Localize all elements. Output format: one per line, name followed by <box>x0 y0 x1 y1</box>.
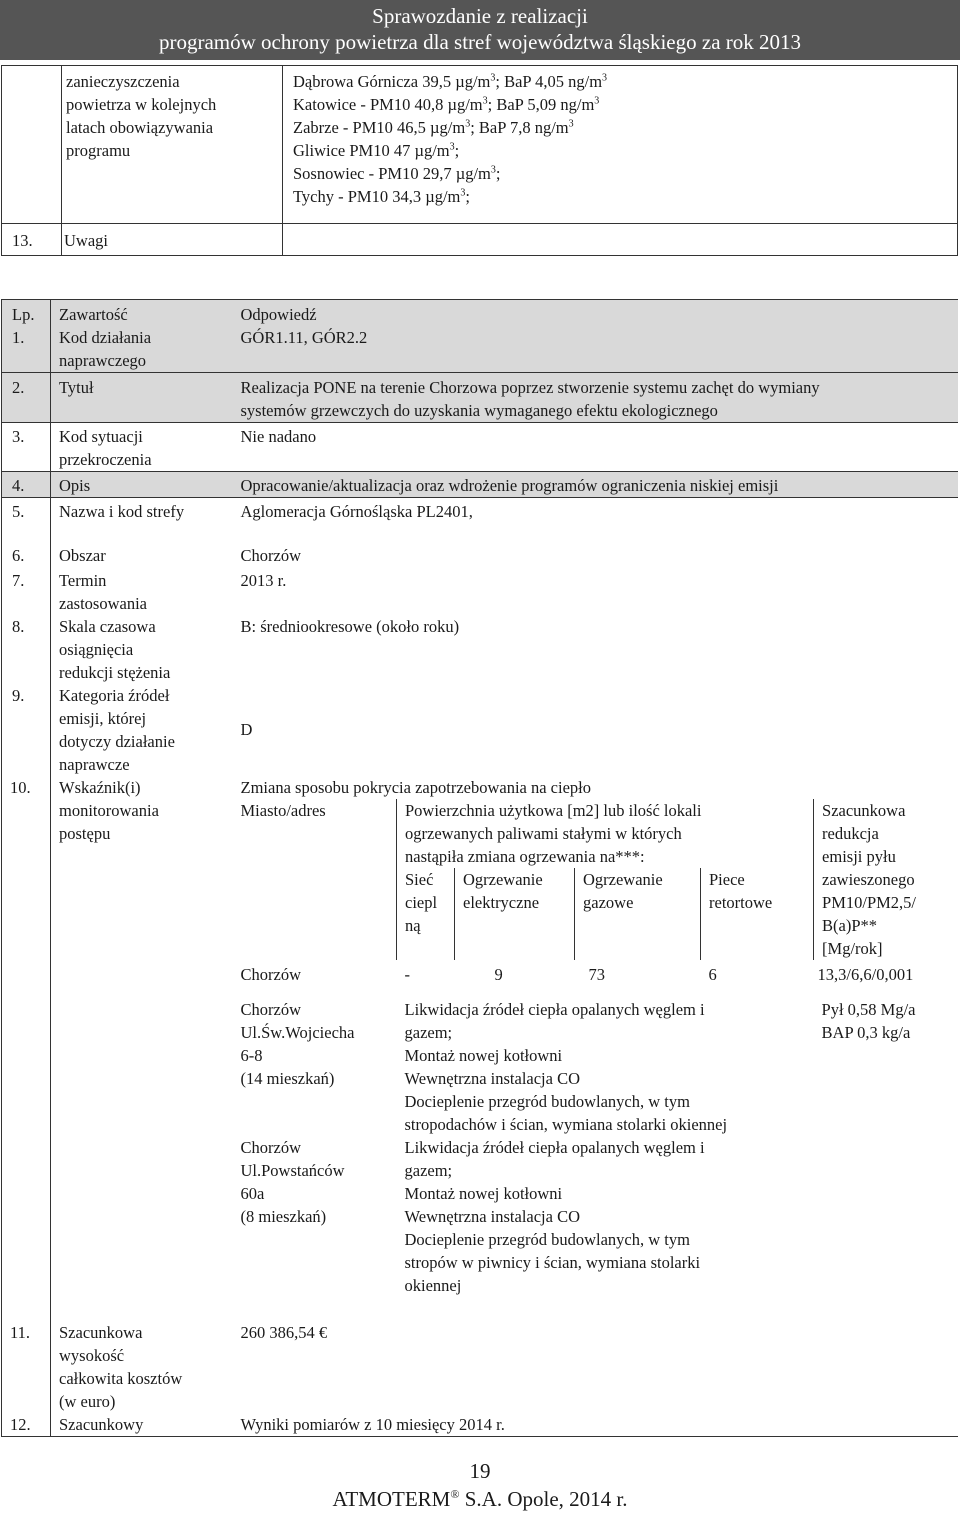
indicator-sum-row: Chorzów - 9 73 6 13,3/6,6/0,001 <box>240 964 914 984</box>
col-reduction-header: Szacunkowa redukcja emisji pyłu zawieszonego PM10/PM2,5/ B(a)P** [Mg/rok] <box>814 799 958 960</box>
euro-icon: € <box>318 1322 328 1342</box>
table-row: 1. Kod działania naprawczego GÓR1.11, GÓR2.2 <box>2 326 959 373</box>
action-table <box>1 299 958 1437</box>
table-header-row: Lp. Zawartość Odpowiedź <box>2 300 959 327</box>
registered-icon: ® <box>450 1487 460 1501</box>
table-row: 6. Obszar Chorzów <box>2 544 959 569</box>
city-line: Tychy - PM10 34,3 $\mu g/m^3$; <box>293 187 470 206</box>
indicator-title: Zmiana sposobu pokrycia zapotrzebowania na ciepło <box>240 777 591 797</box>
table-row: 2. Tytuł Realizacja PONE na terenie Chorzowa poprzez stworzenie systemu zachęt do wymiany systemów grzewczych do uzyskania wymaganego efektu ekologicznego <box>2 373 959 423</box>
table-row: 11. Szacunkowa wysokość całkowita kosztów (w euro) 260 386,54 € <box>2 1321 959 1413</box>
table-row: 12. Szacunkowy Wyniki pomiarów z 10 miesięcy 2014 r. <box>2 1413 959 1437</box>
city-line: Katowice - PM10 40,8 $\mu g/m^3$; BaP 5,09 $ng/m^3$ <box>293 95 600 114</box>
page-number: 19 <box>469 1459 491 1483</box>
col-city-header: Miasto/adres <box>240 800 326 820</box>
city-line: Dąbrowa Górnicza 39,5 $\mu g/m^3$; BaP 4,05 $ng/m^3$ <box>293 72 608 91</box>
sub-district-heating: Sieć ciepl ną <box>397 868 455 960</box>
header-line-1: Sprawozdanie z realizacji <box>372 4 588 28</box>
table-row: 10. Wskaźnik(i) monitorowania postępu Zmiana sposobu pokrycia zapotrzebowania na ciepło Miasto/adres Powierzchnia użytkowa [m2] lub ilość lokali ogrzewanych paliwami stałymi w których nastąpiła zmiana ogrzewania na***: Szacunkowa redukcja emisji pyłu zawieszonego PM10/PM2,5/ B(a)P** [Mg/rok] Sieć ciepl ną Ogrzewanie elektryczne Ogrzewanie gazowe Piece retortowe Chorzów - 9 73 6 13,3/6,6/0,001 Chorzów Ul.Św.Wojciecha 6-8 (14 mieszkań) Likwidacja źródeł ciepła opalanych węglem i gazem; Montaż nowej kotłowni Wewnętrzna instalacja CO Docieplenie przegród budowlanych, w tym stropodachów i ścian, wymiana stolarki okiennej Pył 0,58 Mg/a BAP 0,3 kg/a Chorzów Ul.Powstańców 60a (8 mieszkań) Likwidacja źródeł ciepła opalanych węglem i gazem; Montaż nowej kotłowni Wewnętrzna instalacja CO Docieplenie przegród budowlanych, w tym stropów w piwnicy i ścian, wymiana stolarki okiennej <box>2 776 959 1321</box>
top-table <box>1 65 958 256</box>
sub-gas: Ogrzewanie gazowe <box>575 868 701 960</box>
header-line-2: programów ochrony powietrza dla stref województwa śląskiego za rok 2013 <box>158 30 802 54</box>
table-row: 8. Skala czasowa osiągnięcia redukcji stężenia B: średniookresowe (około roku) <box>2 615 959 684</box>
company-footer: ATMOTERM® S.A. Opole, 2014 r. <box>332 1487 628 1511</box>
city-line: Gliwice PM10 47 $\mu g/m^3$; <box>293 141 460 160</box>
indicator-item-row: Chorzów Ul.Św.Wojciecha 6-8 (14 mieszkań) Likwidacja źródeł ciepła opalanych węglem i gazem; Montaż nowej kotłowni Wewnętrzna instalacja CO Docieplenie przegród budowlanych, w tym stropodachów i ścian, wymiana stolarki okiennej Pył 0,58 Mg/a BAP 0,3 kg/a <box>240 999 916 1134</box>
table-row: 4. Opis Opracowanie/aktualizacja oraz wdrożenie programów ograniczenia niskiej emisji <box>2 472 959 498</box>
indicator-cell <box>233 776 959 1321</box>
indicator-table <box>233 799 959 1321</box>
city-values <box>283 66 958 224</box>
sub-electric: Ogrzewanie elektryczne <box>455 868 575 960</box>
sub-retort: Piece retortowe <box>701 868 814 960</box>
table-row: 7. Termin zastosowania 2013 r. <box>2 569 959 615</box>
col-area-header: Powierzchnia użytkowa [m2] lub ilość lokali ogrzewanych paliwami stałymi w których nastąpiła zmiana ogrzewania na***: <box>397 799 814 868</box>
city-line: Sosnowiec - PM10 29,7 $\mu g/m^3$; <box>293 164 501 183</box>
page-header <box>0 0 960 60</box>
pollution-label: zanieczyszczenia powietrza w kolejnych latach obowiązywania programu <box>62 66 283 224</box>
table-row: 9. Kategoria źródeł emisji, której dotyczy działanie naprawcze D <box>2 684 959 776</box>
city-line: Zabrze - PM10 46,5 $\mu g/m^3$; BaP 7,8 $ng/m^3$ <box>293 118 574 137</box>
row-13-number: 13. <box>2 224 62 256</box>
row-13-label: Uwagi <box>62 224 283 256</box>
indicator-header-row <box>233 799 959 868</box>
table-row: 3. Kod sytuacji przekroczenia Nie nadano <box>2 423 959 472</box>
indicator-item-row: Chorzów Ul.Powstańców 60a (8 mieszkań) Likwidacja źródeł ciepła opalanych węglem i gazem; Montaż nowej kotłowni Wewnętrzna instalacja CO Docieplenie przegród budowlanych, w tym stropów w piwnicy i ścian, wymiana stolarki okiennej <box>240 1137 705 1295</box>
table-row: 5. Nazwa i kod strefy Aglomeracja Górnośląska PL2401, <box>2 498 959 544</box>
